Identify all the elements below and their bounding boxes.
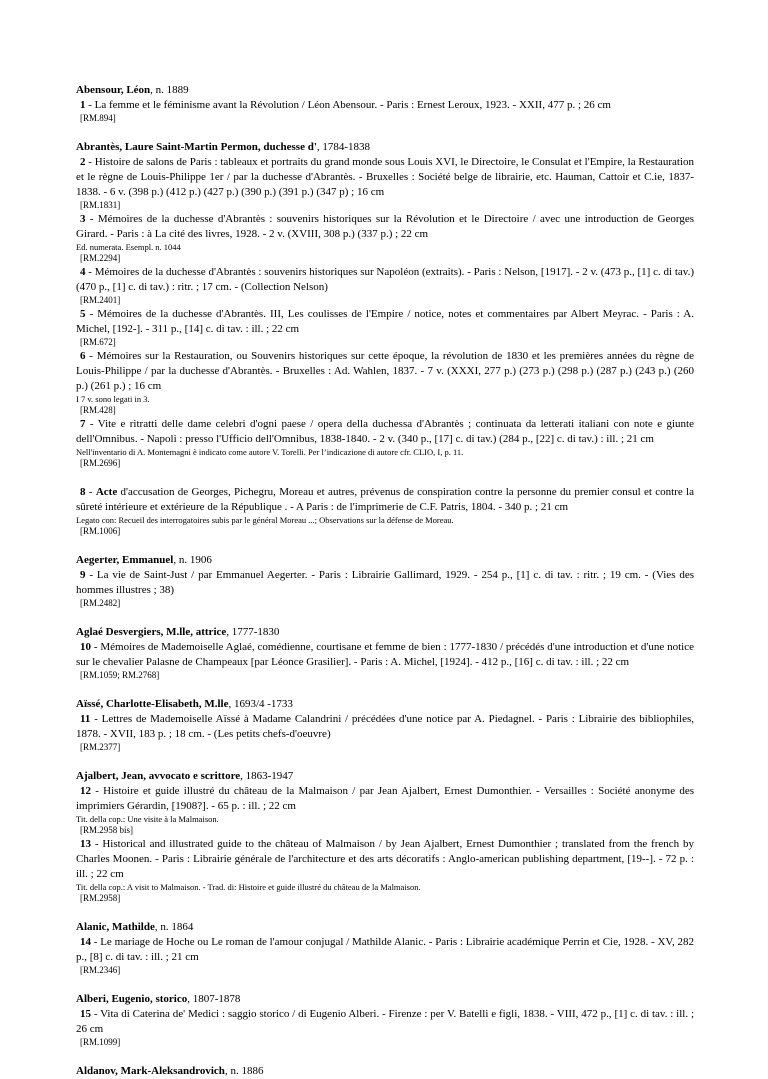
author-name: Alberi, Eugenio, storico: [76, 993, 188, 1005]
author-heading: [76, 769, 694, 784]
shelfmark: [RM.2958 bis]: [80, 825, 134, 835]
catalog-entry: [76, 1064, 694, 1079]
shelfmark: [RM.2377]: [80, 742, 121, 752]
catalog-entry: [76, 697, 694, 753]
author-dates: , n. 1886: [224, 1065, 264, 1077]
record-note: Ed. numerata. Esempl. n. 1044: [76, 242, 181, 252]
shelfmark: [RM.894]: [80, 113, 116, 123]
bibliographic-record: [76, 417, 694, 447]
author-name: Ajalbert, Jean, avvocato e scrittore: [76, 770, 241, 782]
author-heading: [76, 553, 694, 568]
bibliographic-record: [76, 98, 694, 113]
record-number: 4: [80, 266, 86, 278]
shelfmark: [RM.2482]: [80, 598, 121, 608]
record-number: 5: [80, 308, 86, 320]
shelfmark: [RM.672]: [80, 337, 116, 347]
record-description: - Histoire et guide illustré du château de la Malmaison / par Jean Ajalbert, Ernest Dumonthier. - Versailles : Société anonyme des imprimiers Gérardin, [1908?]. - 65 p. : ill. ; 22 cm: [76, 785, 694, 812]
record-description: - Mémoires de la duchesse d'Abrantès : souvenirs historiques sur Napoléon (extraits). - Paris : Nelson, [1917]. - 2 v. (473 p., [1] c. di tav.) (470 p., [1] c. di tav.) : ritr. ; 17 cm. - (Collection Nelson): [76, 266, 694, 293]
shelfmark: [RM.2346]: [80, 965, 121, 975]
catalog-entry: [76, 140, 694, 469]
bibliographic-record: 8 - Acte d'accusation de Georges, Pichegru, Moreau et autres, prévenus de conspiration contre la personne du premier consul et contre la sûreté intérieure et extérieure de la République . - A Paris : de l'imprimerie de C.F. Patris, 1804. - 340 p. ; 21 cm: [76, 486, 694, 513]
author-dates: , 1863-1947: [240, 770, 294, 782]
record-note: Legato con: Recueil des interrogatoires subis par le général Moreau ...; Observations sur la défense de Moreau.: [76, 515, 454, 525]
record-description: - Mémoires de la duchesse d'Abrantès. III, Les coulisses de l'Empire / notice, notes et commentaires par Albert Meyrac. - Paris : A. Michel, [192-]. - 311 p., [14] c. di tav. : ill. ; 22 cm: [76, 308, 694, 335]
bibliographic-record: [76, 784, 694, 814]
shelfmark: [RM.428]: [80, 405, 116, 415]
record-title-word: Acte: [95, 486, 118, 498]
record-description: - Vita di Caterina de' Medici : saggio storico / di Eugenio Alberi. - Firenze : per V. Batelli e figli, 1838. - VIII, 472 p., [1] c. di tav. : ill. ; 26 cm: [76, 1008, 694, 1035]
author-dates: , 1807-1878: [187, 993, 241, 1005]
catalog-entry: [76, 625, 694, 681]
record-description: - La vie de Saint-Just / par Emmanuel Aegerter. - Paris : Librairie Gallimard, 1929. - 254 p., [1] c. di tav. : ritr. ; 19 cm. - (Vies des hommes illustres ; 38): [76, 569, 694, 596]
record-description: - La femme et le féminisme avant la Révolution / Léon Abensour. - Paris : Ernest Leroux, 1923. - XXII, 477 p. ; 26 cm: [85, 99, 611, 111]
author-name: Aegerter, Emmanuel: [76, 554, 174, 566]
record-number: 8: [80, 486, 86, 498]
record-number: 1: [80, 99, 86, 111]
record-description: - Historical and illustrated guide to the château of Malmaison / by Jean Ajalbert, Ernest Dumonthier ; translated from the french by Charles Moonen. - Paris : Librairie générale de l'architecture et des arts décoratifs : Anglo-american publishing department, [19--]. - 72 p. : ill. ; 22 cm: [76, 838, 694, 880]
catalog-entry: [76, 485, 694, 537]
author-dates: , n. 1906: [173, 554, 212, 566]
record-description: - Mémoires de Mademoiselle Aglaé, comédienne, courtisane et femme de bien : 1777-1830 / précédés d'une introduction et d'une notice sur le chevalier Palasne de Champeaux [par Léonce Grasilier]. - Paris : A. Michel, [1924]. - 412 p., [16] c. di tav. : ill. ; 22 cm: [76, 641, 694, 668]
author-dates: , 1777-1830: [226, 626, 280, 638]
record-number: 12: [80, 785, 91, 797]
author-name: Abrantès, Laure Saint-Martin Permon, duchesse d': [76, 141, 317, 153]
record-number: 7: [80, 418, 86, 430]
bibliographic-record: [76, 837, 694, 882]
catalog-entry: [76, 920, 694, 976]
bibliographic-record: [76, 712, 694, 742]
record-note: Tit. della cop.: Une visite à la Malmaison.: [76, 814, 219, 824]
author-dates: , n. 1864: [154, 921, 194, 933]
record-description: - Le mariage de Hoche ou Le roman de l'amour conjugal / Mathilde Alanic. - Paris : Librairie académique Perrin et Cie, 1928. - XV, 282 p., [8] c. di tav. : ill. ; 21 cm: [76, 936, 694, 963]
record-number: 10: [80, 641, 91, 653]
shelfmark: [RM.1059; RM.2768]: [80, 670, 160, 680]
bibliographic-record: [76, 307, 694, 337]
author-dates: , n. 1889: [150, 84, 189, 96]
author-heading: [76, 920, 694, 935]
author-dates: , 1784-1838: [316, 141, 371, 153]
record-description: d'accusation de Georges, Pichegru, Moreau et autres, prévenus de conspiration contre la personne du premier consul et contre la sûreté intérieure et extérieure de la République . - A Paris : de l'imprimerie de C.F. Patris, 1804. - 340 p. ; 21 cm: [76, 486, 694, 513]
record-note: Nell'inventario di A. Montemagni è indicato come autore V. Torelli. Per l’indicazione di autore cfr. CLIO, I, p. 11.: [76, 447, 464, 457]
author-name: Abensour, Léon: [76, 84, 151, 96]
shelfmark: [RM.1099]: [80, 1037, 121, 1047]
bibliographic-record: [76, 1007, 694, 1037]
catalog-entries: [76, 80, 694, 1079]
shelfmark: [RM.2696]: [80, 458, 121, 468]
author-dates: , 1693/4 -1733: [228, 698, 293, 710]
catalog-entry: [76, 992, 694, 1048]
shelfmark: [RM.1831]: [80, 200, 121, 210]
record-number: 3: [80, 213, 86, 225]
author-name: Alanic, Mathilde: [76, 921, 155, 933]
author-name: Aïssé, Charlotte-Elisabeth, M.lle: [76, 698, 229, 710]
bibliographic-record: [76, 349, 694, 394]
author-heading: [76, 697, 694, 712]
catalog-entry: [76, 769, 694, 904]
bibliographic-record: [76, 212, 694, 242]
shelfmark: [RM.2401]: [80, 295, 121, 305]
author-heading: [76, 992, 694, 1007]
record-number: 11: [80, 713, 91, 725]
record-note: Tit. della cop.: A visit to Malmaison. - Trad. di: Histoire et guide illustré du château de la Malmaison.: [76, 882, 421, 892]
author-name: Aglaé Desvergiers, M.lle, attrice: [76, 626, 227, 638]
bibliographic-record: [76, 155, 694, 200]
record-number: 6: [80, 350, 86, 362]
record-note: I 7 v. sono legati in 3.: [76, 394, 150, 404]
record-number: 9: [80, 569, 86, 581]
shelfmark: [RM.2958]: [80, 893, 121, 903]
author-heading: [76, 83, 694, 98]
record-number: 14: [80, 936, 91, 948]
record-description: - Lettres de Mademoiselle Aïssé à Madame Calandrini / précédées d'une notice par A. Piedagnel. - Paris : Librairie des bibliophiles, 1878. - XVII, 183 p. ; 18 cm. - (Les petits chefs-d'oeuvre): [76, 713, 694, 740]
bibliographic-record: [76, 265, 694, 295]
record-description: - Mémoires de la duchesse d'Abrantès : souvenirs historiques sur la Révolution et le Directoire / avec une introduction de Georges Girard. - Paris : à La cité des livres, 1928. - 2 v. (XVIII, 308 p.) (337 p.) ; 22 cm: [76, 213, 694, 240]
author-name: Aldanov, Mark-Aleksandrovich: [76, 1065, 225, 1077]
record-description: - Vite e ritratti delle dame celebri d'ogni paese / opera della duchessa d'Abrantès ; continuata da letterati italiani con note e giunte dell'Omnibus. - Napoli : presso l'Ufficio dell'Omnibus, 1838-1840. - 2 v. (340 p., [17] c. di tav.) (284 p., [22] c. di tav.) : ill. ; 21 cm: [76, 418, 694, 445]
shelfmark: [RM.1006]: [80, 526, 121, 536]
record-description: - Mémoires sur la Restauration, ou Souvenirs historiques sur cette époque, la révolution de 1830 et les premières années du règne de Louis-Philippe / par la duchesse d'Abrantès. - Bruxelles : Ad. Wahlen, 1837. - 7 v. (XXXI, 277 p.) (273 p.) (298 p.) (287 p.) (243 p.) (260 p.) (261 p.) ; 16 cm: [76, 350, 694, 392]
bibliographic-record: [76, 935, 694, 965]
bibliographic-record: [76, 640, 694, 670]
record-number: 15: [80, 1008, 91, 1020]
author-heading: [76, 625, 694, 640]
record-number: 2: [80, 156, 86, 168]
bibliographic-record: [76, 568, 694, 598]
catalog-entry: [76, 83, 694, 124]
author-heading: [76, 140, 694, 155]
record-description: - Histoire de salons de Paris : tableaux et portraits du grand monde sous Louis XVI, le Directoire, le Consulat et l'Empire, la Restauration et le règne de Louis-Philippe 1er / par la duchesse d'Abrantès. - Bruxelles : Société belge de librairie, etc. Hauman, Cattoir et C.ie, 1837-1838. - 6 v. (398 p.) (412 p.) (427 p.) (390 p.) (391 p.) (347 p) ; 16 cm: [76, 156, 694, 198]
record-number: 13: [80, 838, 91, 850]
catalog-entry: [76, 553, 694, 609]
shelfmark: [RM.2294]: [80, 253, 121, 263]
author-heading: [76, 1064, 694, 1079]
